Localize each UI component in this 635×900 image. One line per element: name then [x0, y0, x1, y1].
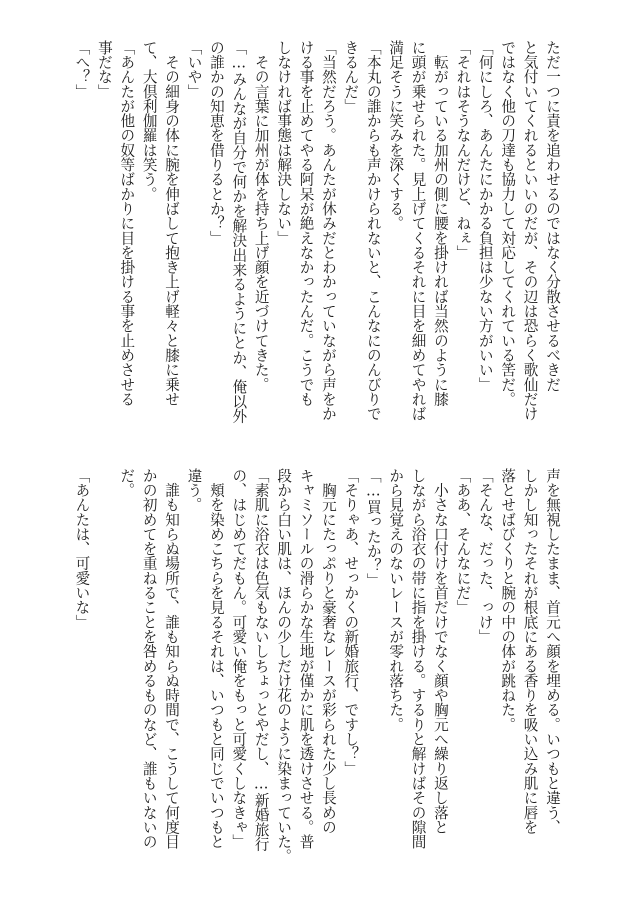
- upper-text-line: ただ一つに責を追わせるのではなく分散させるべきだ: [544, 40, 561, 392]
- upper-text-line: ける事を止めてやる阿呆が絶えなかったんだ。こうでも: [297, 40, 315, 407]
- upper-text-line: 事だな」: [95, 40, 113, 99]
- lower-text-line: 胸元にたっぷりと豪奢なレースが彩られた少し長めの: [319, 468, 337, 835]
- upper-text-line: 満足そうに笑みを深くする。: [387, 40, 405, 231]
- lower-text-line: 「ああ、そんなにだ」: [454, 468, 472, 615]
- upper-text-line: 「へ？」: [73, 40, 91, 99]
- lower-text-line: 声を無視したまま、首元へ顔を埋める。いつもと違う、: [544, 468, 561, 835]
- upper-text-line: 「それはそうなんだけど、ねぇ」: [454, 40, 472, 260]
- lower-text-line: 落とせばびくりと腕の中の体が跳ねた。: [499, 468, 517, 732]
- lower-text-line: キャミソールの滑らかな生地が僅かに肌を透けさせる。普: [297, 468, 315, 849]
- lower-text-line: 「…買ったか？」: [364, 468, 382, 588]
- lower-text-line: だ。: [118, 468, 136, 498]
- lower-text-line: かの初めてを重ねることを咎めるものなど、誰もいないの: [140, 468, 158, 849]
- lower-text-line: 「そんな、だった、っけ」: [476, 468, 494, 644]
- lower-text-line: 「あんたは、可愛いな」: [73, 468, 91, 630]
- lower-text-line: 「素肌に浴衣は色気もないしちょっとやだし、…新婚旅行: [252, 468, 270, 852]
- upper-text-line: ではなく他の刀達も協力して対応してくれている筈だ。: [499, 40, 517, 407]
- upper-text-line: 「いや」: [185, 40, 203, 99]
- lower-text-line: しかし知ったそれが根底にある香りを吸い込み肌に唇を: [521, 468, 539, 835]
- upper-text-line: て、大倶利伽羅は笑う。: [140, 40, 158, 202]
- lower-text-line: から見覚えのないレースが零れ落ちた。: [387, 468, 405, 732]
- upper-text-line: 「当然だろう。あんたが休みだとわかっていながら声をか: [319, 40, 337, 421]
- lower-text-line: [92, 468, 114, 852]
- lower-text-line: しながら浴衣の帯に指を掛ける。するりと解けばその隙間: [409, 468, 427, 849]
- upper-text-line: その細身の体に腕を伸ばして抱き上げ軽々と膝に乗せ: [163, 40, 181, 407]
- lower-text-line: 小さな口付けを首だけでなく顔や胸元へ繰り返し落と: [431, 468, 449, 835]
- upper-text-line: 「…みんなが自分で何かを解決出来るようにとか、俺以外: [230, 40, 248, 424]
- upper-text-line: きるんだ」: [342, 40, 360, 114]
- lower-text-line: の、はじめてだもん。可愛い俺をもっと可愛くしなきゃ」: [230, 468, 248, 849]
- lower-text-line: 違う。: [185, 468, 203, 512]
- lower-text-line: 誰も知らぬ場所で、誰も知らぬ時間で、こうして何度目: [163, 468, 181, 849]
- upper-text-line: 「本丸の誰からも声かけられないと、こんなにのんびりで: [364, 40, 382, 421]
- lower-text-line: 段から白い肌は、ほんの少しだけ花のように染まっていた。: [275, 468, 293, 864]
- upper-text-line: に頭が乗せられた。見上げてくるそれに目を細めてやれば: [409, 40, 427, 421]
- lower-text-line: 「そりゃあ、せっかくの新婚旅行、ですし？」: [342, 468, 360, 776]
- upper-text-line: しなければ事態は解決しない」: [275, 40, 293, 246]
- upper-text-line: 「何にしろ、あんたにかかる負担は少ない方がいい」: [476, 40, 494, 392]
- upper-text-line: その言葉に加州が体を持ち上げ顔を近づけてきた。: [252, 40, 270, 392]
- lower-text-block: [73, 468, 563, 864]
- upper-text-line: 転がっている加州の側に腰を掛ければ当然のように膝: [431, 40, 449, 407]
- lower-text-line: 頬を染めこちらを見るそれは、いつもと同じでいつもと: [207, 468, 225, 849]
- upper-text-line: 「あんたが他の奴等ばかりに目を掛ける事を止めさせる: [118, 40, 136, 407]
- upper-text-line: と気付いてくれるといいのだが、その辺は恐らく歌仙だけ: [521, 40, 539, 421]
- upper-text-block: [73, 40, 563, 424]
- upper-text-line: の誰かの知恵を借りるとか？」: [207, 40, 225, 246]
